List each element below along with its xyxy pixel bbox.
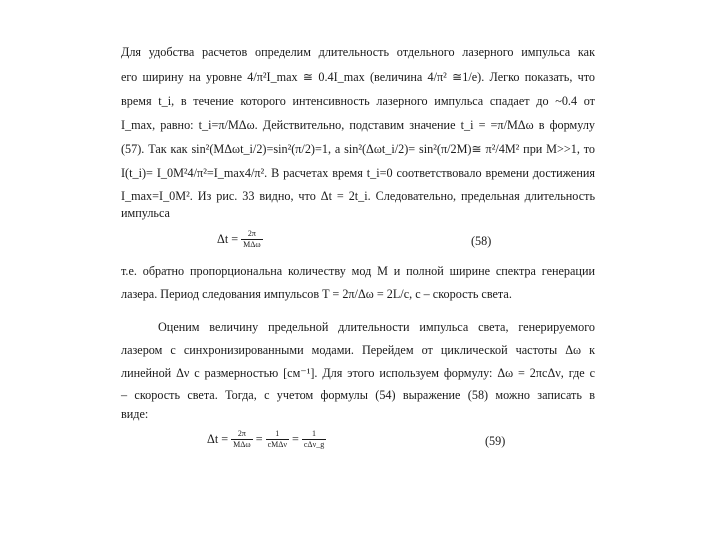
equation-59-fraction-1-denominator: MΔω xyxy=(233,440,251,449)
paragraph2-line-1: т.е. обратно пропорциональна количеству мод M и полной ширине спектра генерации xyxy=(121,264,595,278)
equation-59-fraction-2-numerator: 1 xyxy=(275,429,280,438)
equation-59-fraction-2 xyxy=(266,429,289,450)
paragraph3-line-1: Оценим величину предельной длительности импульса света, генерируемого xyxy=(158,320,595,334)
paragraph1-line-1: Для удобства расчетов определим длительность отдельного лазерного импульса как xyxy=(121,45,595,59)
equation-58-lhs: Δt = xyxy=(217,232,239,246)
paragraph3-line-3: линейной Δν с размерностью [см⁻¹]. Для этого используем формулу: Δω = 2πcΔν, где c xyxy=(121,366,595,380)
paragraph1-line-3: время t_i, в течение которого интенсивность лазерного импульса спадает до ~0.4 от xyxy=(121,94,595,108)
equation-58-numerator: 2π xyxy=(247,229,256,238)
equation-59-equals-2: = xyxy=(292,432,299,446)
equation-59-lhs: Δt = xyxy=(207,432,229,446)
paragraph3-line-5: виде: xyxy=(121,407,149,421)
equation-58-fraction xyxy=(241,229,263,250)
equation-59-fraction-2-denominator: cMΔν xyxy=(267,440,287,449)
equation-58-denominator: MΔω xyxy=(243,240,261,249)
equation-59-equals-1: = xyxy=(255,432,263,446)
equation-59-fraction-1 xyxy=(231,429,253,450)
paragraph3-line-4: – скорость света. Тогда, с учетом формулы (54) выражение (58) можно записать в xyxy=(121,388,595,402)
paragraph1-line-2: его ширину на уровне 4/π²I_max ≅ 0.4I_max (величина 4/π² ≅1/e). Легко показать, что xyxy=(121,70,595,84)
equation-59-number: (59) xyxy=(485,434,506,448)
equation-59-fraction-3-numerator: 1 xyxy=(312,429,317,438)
equation-59 xyxy=(207,429,329,450)
paragraph1-line-5: (57). Так как sin²(MΔωt_i/2)=sin²(π/2)=1, а sin²(Δωt_i/2)= sin²(π/2M)≅ π²/4M² при M>>1, то xyxy=(121,142,595,156)
equation-59-fraction-3-denominator: cΔν_g xyxy=(303,440,325,449)
paragraph1-line-7: I_max=I_0M². Из рис. 33 видно, что Δt = 2t_i. Следовательно, предельная длительность xyxy=(121,189,595,203)
paragraph2-line-2: лазера. Период следования импульсов T = 2π/Δω = 2L/c, c – скорость света. xyxy=(121,287,512,301)
paragraph1-line-6: I(t_i)= I_0M²4/π²=I_max4/π². В расчетах время t_i=0 соответствовало времени достижения xyxy=(121,166,595,180)
paragraph1-line-8: импульса xyxy=(121,206,170,220)
paragraph3-line-2: лазером с синхронизированными модами. Перейдем от циклической частоты Δω к xyxy=(121,343,595,357)
equation-58 xyxy=(217,229,266,250)
equation-59-fraction-1-numerator: 2π xyxy=(237,429,246,438)
paragraph1-line-4: I_max, равно: t_i=π/MΔω. Действительно, подставим значение t_i = =π/MΔω в формулу xyxy=(121,118,595,132)
equation-59-fraction-3 xyxy=(302,429,326,450)
equation-58-number: (58) xyxy=(471,234,492,248)
